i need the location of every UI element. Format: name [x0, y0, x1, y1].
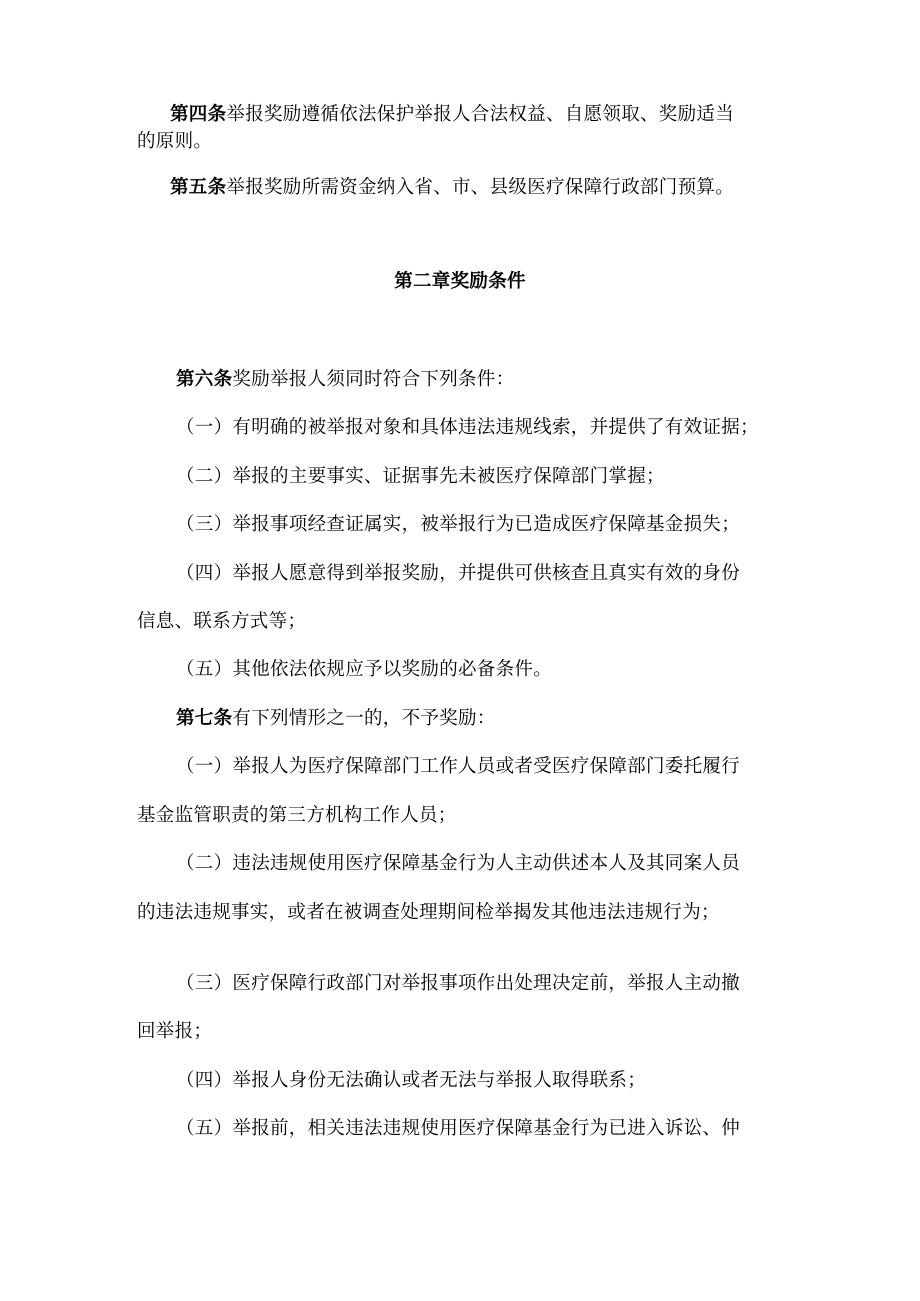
article-7-item-4: （四）举报人身份无法确认或者无法与举报人取得联系； [176, 1070, 647, 1091]
article-7-label: 第七条 [176, 708, 233, 729]
article-4-text: 举报奖励遵循依法保护举报人合法权益、自愿领取、奖励适当 [226, 104, 735, 125]
article-6-item-4-cont: 信息、联系方式等； [137, 611, 307, 632]
article-4-label: 第四条 [170, 104, 227, 125]
article-6-text: 奖励举报人须同时符合下列条件： [232, 369, 515, 390]
article-7-item-3-cont: 回举报； [137, 1021, 213, 1042]
article-7-item-1-cont: 基金监管职责的第三方机构工作人员； [137, 805, 457, 826]
article-7-item-1: （一）举报人为医疗保障部门工作人员或者受医疗保障部门委托履行 [176, 756, 741, 777]
article-6-item-5: （五）其他依法依规应予以奖励的必备条件。 [176, 659, 553, 680]
article-7-line [176, 707, 496, 731]
article-7-item-3: （三）医疗保障行政部门对举报事项作出处理决定前，举报人主动撤 [176, 973, 741, 994]
article-6-item-4: （四）举报人愿意得到举报奖励，并提供可供核查且真实有效的身份 [176, 563, 741, 584]
article-5-line [170, 176, 734, 200]
article-4-line-2: 的原则。 [137, 131, 213, 152]
article-6-item-3: （三）举报事项经查证属实，被举报行为已造成医疗保障基金损失； [176, 514, 741, 535]
chapter-2-title: 第二章奖励条件 [394, 271, 526, 292]
article-6-line [176, 368, 514, 392]
article-4-line-1 [170, 103, 734, 127]
article-7-item-2-cont: 的违法违规事实，或者在被调查处理期间检举揭发其他违法违规行为； [137, 902, 720, 923]
article-5-text: 举报奖励所需资金纳入省、市、县级医疗保障行政部门预算。 [226, 177, 735, 198]
article-5-label: 第五条 [170, 177, 227, 198]
article-7-item-5: （五）举报前，相关违法违规使用医疗保障基金行为已进入诉讼、仲 [176, 1118, 741, 1139]
article-7-item-2: （二）违法违规使用医疗保障基金行为人主动供述本人及其同案人员 [176, 853, 741, 874]
article-6-item-2: （二）举报的主要事实、证据事先未被医疗保障部门掌握； [176, 466, 665, 487]
article-6-item-1: （一）有明确的被举报对象和具体违法违规线索，并提供了有效证据； [176, 417, 759, 438]
article-7-text: 有下列情形之一的，不予奖励： [232, 708, 496, 729]
article-6-label: 第六条 [176, 369, 233, 390]
